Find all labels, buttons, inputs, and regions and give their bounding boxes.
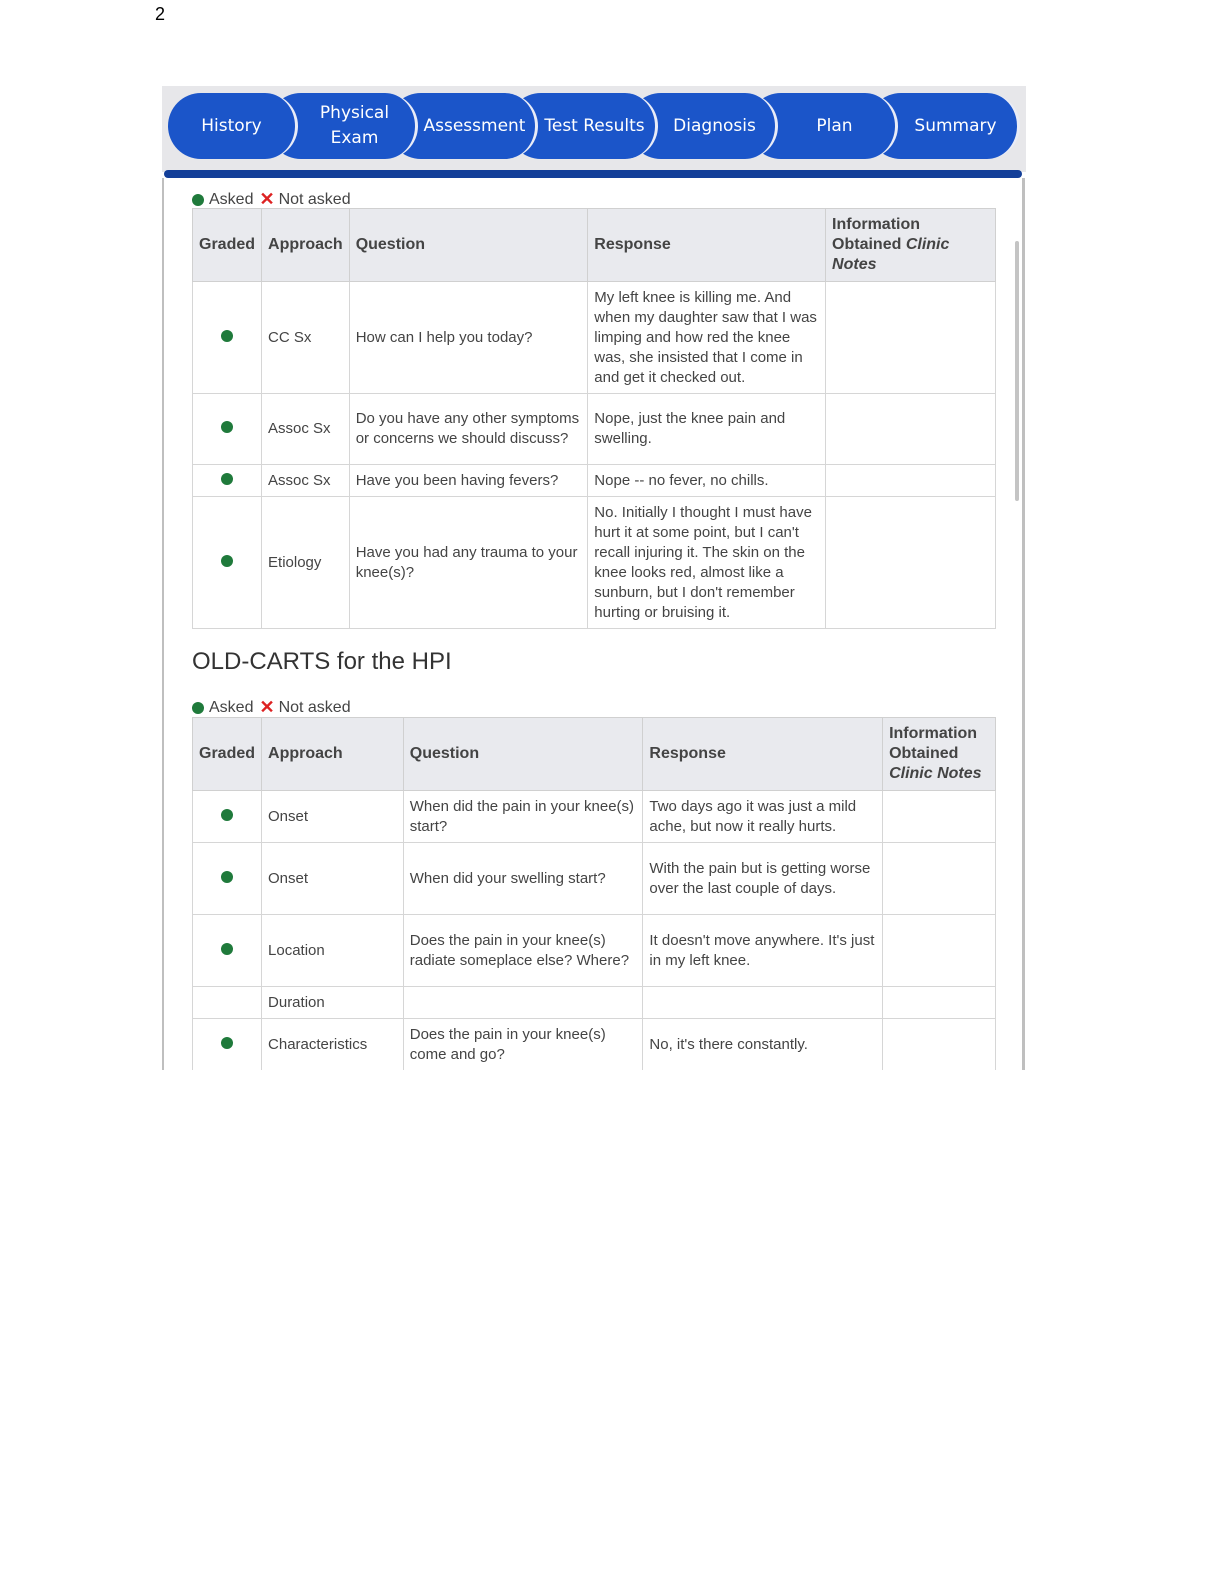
response-cell: Nope, just the knee pain and swelling. bbox=[588, 394, 826, 465]
header-approach: Approach bbox=[262, 718, 404, 791]
tab-diagnosis[interactable]: Diagnosis bbox=[628, 93, 778, 159]
table-row bbox=[193, 843, 996, 915]
legend-asked: Asked bbox=[209, 698, 254, 716]
clinic-notes-cell[interactable] bbox=[826, 465, 996, 497]
approach-cell: Duration bbox=[262, 987, 404, 1019]
header-approach: Approach bbox=[262, 209, 350, 282]
graded-cell bbox=[193, 843, 262, 915]
history-table bbox=[192, 208, 996, 629]
graded-cell bbox=[193, 394, 262, 465]
asked-dot-icon bbox=[221, 943, 233, 955]
header-question: Question bbox=[403, 718, 643, 791]
table-row bbox=[193, 987, 996, 1019]
graded-cell bbox=[193, 465, 262, 497]
table-row bbox=[193, 465, 996, 497]
clinic-notes-cell[interactable] bbox=[883, 915, 996, 987]
approach-cell: Onset bbox=[262, 843, 404, 915]
clinic-notes-cell[interactable] bbox=[883, 843, 996, 915]
approach-cell: CC Sx bbox=[262, 282, 350, 394]
clinic-notes-cell[interactable] bbox=[883, 791, 996, 843]
approach-cell: Location bbox=[262, 915, 404, 987]
question-cell: When did your swelling start? bbox=[403, 843, 643, 915]
response-cell: My left knee is killing me. And when my daughter saw that I was limping and how red the knee was, she insisted that I come in and get it checked out. bbox=[588, 282, 826, 394]
old-carts-table bbox=[192, 717, 996, 1070]
asked-dot-icon bbox=[192, 194, 204, 206]
response-cell bbox=[643, 987, 883, 1019]
table-header-row bbox=[193, 209, 996, 282]
panel-border-right bbox=[1022, 178, 1025, 1070]
question-cell: Have you been having fevers? bbox=[349, 465, 588, 497]
asked-dot-icon bbox=[221, 330, 233, 342]
asked-dot-icon bbox=[192, 702, 204, 714]
clinic-notes-cell[interactable] bbox=[883, 1019, 996, 1071]
table-header-row bbox=[193, 718, 996, 791]
tab-history[interactable]: History bbox=[168, 93, 298, 159]
table-row bbox=[193, 282, 996, 394]
header-graded: Graded bbox=[193, 209, 262, 282]
approach-cell: Onset bbox=[262, 791, 404, 843]
section-title: OLD-CARTS for the HPI bbox=[192, 648, 452, 675]
approach-cell: Characteristics bbox=[262, 1019, 404, 1071]
header-response: Response bbox=[588, 209, 826, 282]
approach-cell: Etiology bbox=[262, 497, 350, 629]
tab-assessment[interactable]: Assessment bbox=[388, 93, 538, 159]
response-cell: No. Initially I thought I must have hurt it at some point, but I can't recall injuring it. The skin on the knee looks red, almost like a sunburn, but I don't remember hurting or bruising it. bbox=[588, 497, 826, 629]
response-cell: It doesn't move anywhere. It's just in my left knee. bbox=[643, 915, 883, 987]
graded-cell bbox=[193, 987, 262, 1019]
question-cell: How can I help you today? bbox=[349, 282, 588, 394]
asked-dot-icon bbox=[221, 421, 233, 433]
page-number: 2 bbox=[155, 4, 166, 24]
graded-cell bbox=[193, 497, 262, 629]
clinic-notes-cell[interactable] bbox=[826, 282, 996, 394]
tab-plan[interactable]: Plan bbox=[748, 93, 898, 159]
question-cell: When did the pain in your knee(s) start? bbox=[403, 791, 643, 843]
response-cell: No, it's there constantly. bbox=[643, 1019, 883, 1071]
asked-dot-icon bbox=[221, 871, 233, 883]
question-cell: Do you have any other symptoms or concerns we should discuss? bbox=[349, 394, 588, 465]
tab-test-results[interactable]: Test Results bbox=[508, 93, 658, 159]
clinic-notes-cell[interactable] bbox=[883, 987, 996, 1019]
legend-asked: Asked bbox=[209, 190, 254, 208]
table-row bbox=[193, 497, 996, 629]
tabs bbox=[168, 93, 1020, 159]
not-asked-x-icon: ✕ bbox=[259, 189, 275, 209]
question-cell bbox=[403, 987, 643, 1019]
scrollbar[interactable] bbox=[1015, 241, 1019, 501]
table-row bbox=[193, 394, 996, 465]
response-cell: With the pain but is getting worse over the last couple of days. bbox=[643, 843, 883, 915]
graded-cell bbox=[193, 1019, 262, 1071]
legend-not-asked: Not asked bbox=[278, 190, 351, 208]
tab-summary[interactable]: Summary bbox=[868, 93, 1020, 159]
legend bbox=[192, 189, 351, 210]
table-row bbox=[193, 791, 996, 843]
app-screenshot bbox=[162, 86, 1026, 1070]
header-info: Information Obtained Clinic Notes bbox=[826, 209, 996, 282]
table-row bbox=[193, 1019, 996, 1071]
legend-2 bbox=[192, 697, 351, 718]
response-cell: Nope -- no fever, no chills. bbox=[588, 465, 826, 497]
asked-dot-icon bbox=[221, 555, 233, 567]
graded-cell bbox=[193, 791, 262, 843]
legend-not-asked: Not asked bbox=[278, 698, 351, 716]
tab-bar bbox=[162, 86, 1026, 172]
asked-dot-icon bbox=[221, 809, 233, 821]
table-row bbox=[193, 915, 996, 987]
asked-dot-icon bbox=[221, 1037, 233, 1049]
response-cell: Two days ago it was just a mild ache, but now it really hurts. bbox=[643, 791, 883, 843]
not-asked-x-icon: ✕ bbox=[259, 697, 275, 717]
approach-cell: Assoc Sx bbox=[262, 465, 350, 497]
question-cell: Does the pain in your knee(s) radiate someplace else? Where? bbox=[403, 915, 643, 987]
clinic-notes-cell[interactable] bbox=[826, 497, 996, 629]
header-question: Question bbox=[349, 209, 588, 282]
tab-underline bbox=[164, 170, 1022, 178]
clinic-notes-cell[interactable] bbox=[826, 394, 996, 465]
header-graded: Graded bbox=[193, 718, 262, 791]
question-cell: Does the pain in your knee(s) come and go? bbox=[403, 1019, 643, 1071]
question-cell: Have you had any trauma to your knee(s)? bbox=[349, 497, 588, 629]
panel-border-left bbox=[162, 178, 164, 1070]
header-response: Response bbox=[643, 718, 883, 791]
tab-physical-exam[interactable]: Physical Exam bbox=[268, 93, 418, 159]
graded-cell bbox=[193, 915, 262, 987]
approach-cell: Assoc Sx bbox=[262, 394, 350, 465]
asked-dot-icon bbox=[221, 473, 233, 485]
graded-cell bbox=[193, 282, 262, 394]
header-info: Information Obtained Clinic Notes bbox=[883, 718, 996, 791]
